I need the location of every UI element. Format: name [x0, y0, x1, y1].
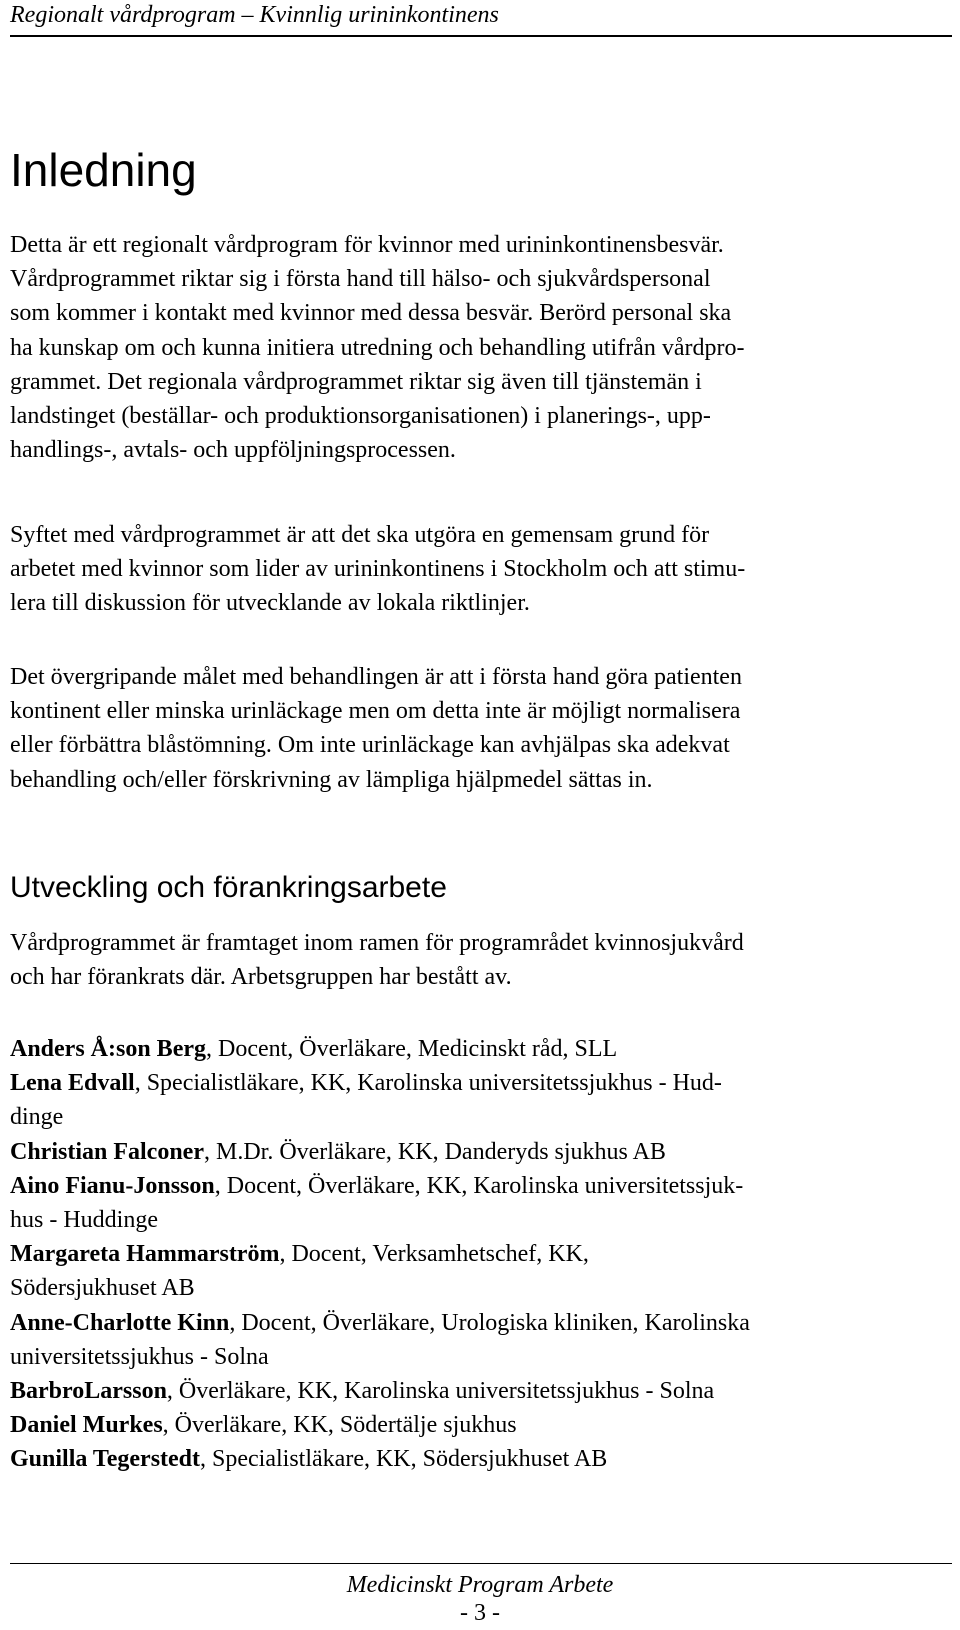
member-name: Margareta Hammarström	[10, 1241, 280, 1268]
paragraph-line: arbetet med kvinnor som lider av urininkontinens i Stockholm och att stimu-	[10, 556, 746, 583]
footer-publisher: Medicinskt Program Arbete	[346, 1572, 614, 1598]
paragraph-line: Detta är ett regionalt vårdprogram för kvinnor med urininkontinensbesvär.	[10, 232, 724, 258]
working-group-list	[10, 1032, 955, 1477]
running-header: Regionalt vårdprogram – Kvinnlig urininkontinens	[10, 2, 499, 28]
member-name: Christian Falconer	[10, 1138, 204, 1165]
paragraph-line: landstinget (beställar- och produktionsorganisationen) i planerings-, upp-	[10, 403, 711, 430]
development-paragraph	[10, 926, 955, 994]
paragraph-line: grammet. Det regionala vårdprogrammet riktar sig även till tjänstemän i	[10, 368, 702, 395]
intro-paragraph-1	[10, 228, 955, 467]
member-details: , Docent, Verksamhetschef, KK,	[279, 1241, 589, 1268]
member-entry	[10, 1408, 955, 1442]
member-details: , Överläkare, KK, Södertälje sjukhus	[162, 1412, 517, 1439]
header-rule	[10, 35, 952, 37]
member-name: Daniel Murkes	[10, 1412, 163, 1439]
member-details-continued: hus - Huddinge	[10, 1207, 158, 1234]
paragraph-line: och har förankrats där. Arbetsgruppen har bestått av.	[10, 964, 512, 991]
member-entry	[10, 1442, 955, 1476]
paragraph-line: behandling och/eller förskrivning av lämpliga hjälpmedel sättas in.	[10, 766, 653, 793]
intro-paragraph-3	[10, 660, 955, 797]
member-details: , Docent, Överläkare, Medicinskt råd, SLL	[206, 1036, 618, 1062]
member-entry	[10, 1169, 955, 1203]
intro-paragraph-2	[10, 518, 955, 621]
member-entry	[10, 1066, 955, 1100]
member-details: , Specialistläkare, KK, Karolinska universitetssjukhus - Hud-	[134, 1070, 722, 1097]
member-details-continued: Södersjukhuset AB	[10, 1275, 195, 1302]
member-name: Lena Edvall	[10, 1070, 135, 1097]
paragraph-line: eller förbättra blåstömning. Om inte urinläckage kan avhjälpas ska adekvat	[10, 732, 730, 759]
paragraph-line: Det övergripande målet med behandlingen är att i första hand göra patienten	[10, 664, 742, 690]
member-name: Aino Fianu-Jonsson	[10, 1172, 215, 1199]
paragraph-line: lera till diskussion för utvecklande av lokala riktlinjer.	[10, 590, 530, 617]
member-details-continued: universitetssjukhus - Solna	[10, 1343, 269, 1370]
paragraph-line: kontinent eller minska urinläckage men om detta inte är möjligt normalisera	[10, 698, 741, 725]
member-entry	[10, 1374, 955, 1408]
paragraph-line: ha kunskap om och kunna initiera utredning och behandling utifrån vårdpro-	[10, 334, 745, 361]
footer-rule	[10, 1563, 952, 1564]
member-entry	[10, 1237, 955, 1271]
paragraph-line: Vårdprogrammet är framtaget inom ramen för programrådet kvinnosjukvård	[10, 930, 744, 956]
page-number: - 3 -	[460, 1600, 500, 1626]
paragraph-line: Vårdprogrammet riktar sig i första hand till hälso- och sjukvårdspersonal	[10, 266, 711, 293]
member-details: , Överläkare, KK, Karolinska universitetssjukhus - Solna	[166, 1378, 715, 1405]
member-name: Anders Å:son Berg	[10, 1036, 206, 1062]
member-details-continued: dinge	[10, 1104, 64, 1131]
member-entry	[10, 1306, 955, 1340]
member-name: BarbroLarsson	[10, 1378, 167, 1405]
member-entry	[10, 1032, 955, 1066]
member-details: , Docent, Överläkare, Urologiska kliniken, Karolinska	[229, 1309, 750, 1336]
member-name: Gunilla Tegerstedt	[10, 1446, 201, 1473]
paragraph-line: handlings-, avtals- och uppföljningsprocessen.	[10, 437, 456, 464]
member-name: Anne-Charlotte Kinn	[10, 1309, 230, 1336]
section-heading-inledning: Inledning	[10, 144, 197, 196]
member-details: , M.Dr. Överläkare, KK, Danderyds sjukhus AB	[203, 1138, 666, 1165]
paragraph-line: Syftet med vårdprogrammet är att det ska utgöra en gemensam grund för	[10, 522, 710, 548]
member-entry	[10, 1135, 955, 1169]
member-details: , Docent, Överläkare, KK, Karolinska universitetssjuk-	[214, 1172, 744, 1199]
member-details: , Specialistläkare, KK, Södersjukhuset AB	[200, 1446, 608, 1473]
section-heading-utveckling: Utveckling och förankringsarbete	[10, 871, 447, 904]
paragraph-line: som kommer i kontakt med kvinnor med dessa besvär. Berörd personal ska	[10, 300, 732, 327]
